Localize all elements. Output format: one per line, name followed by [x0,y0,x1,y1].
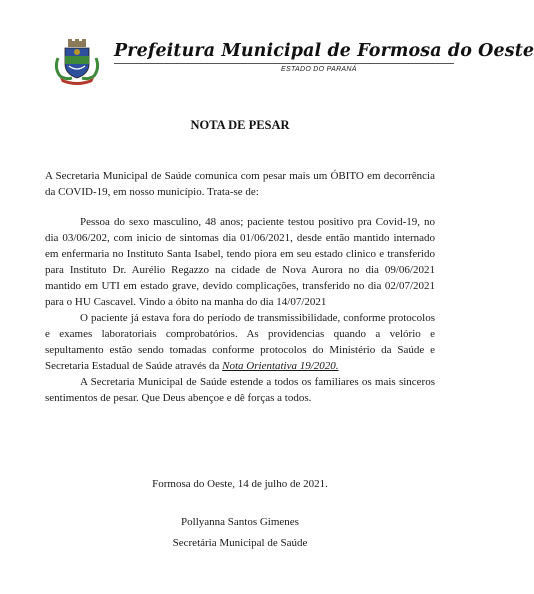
place-date: Formosa do Oeste, 14 de julho de 2021. [152,478,328,490]
header-rule [114,63,454,64]
letterhead [52,38,534,84]
signatory-name: Pollyanna Santos Gimenes [181,516,299,528]
document-title: NOTA DE PESAR [190,118,290,132]
reference-note: Nota Orientativa 19/2020. [222,360,339,372]
document-body [45,168,435,406]
signatory-role: Secretária Municipal de Saúde [172,537,308,549]
state-name: ESTADO DO PARANÁ [281,66,357,73]
condolence-paragraph: A Secretaria Municipal de Saúde estende a todos os familiares os mais sinceros sentimentos de pesar. Que Deus abençoe e dê forças a todos. [45,376,435,404]
coat-of-arms-icon [52,38,102,84]
patient-details-paragraph: Pessoa do sexo masculino, 48 anos; paciente testou positivo pra Covid-19, no dia 03/06/202, com inicio de sintomas dia 01/06/2021, desde então mantido internado em enfermaria no Instituto Santa Isabel, tendo piora em seu estado clinico e transferido para Instituto Dr. Aurélio Regazzo na cidade de Nova Aurora no dia 09/06/2021 mantido em UTI em estado grave, devido complicações, transferido no dia 02/07/2021 para o HU Cascavel. Vindo a óbito na manha do dia 14/07/2021 [45,216,435,308]
protocol-paragraph [45,310,435,374]
protocol-text: O paciente já estava fora do período de transmissibilidade, conforme protocolos e exames laboratoriais comprobatórios. As providencias quando a velório e sepultamento estão sendo tomadas conforme protocolos do Ministério da Saúde e Secretaria Estadual de Saúde através da [45,312,435,372]
intro-paragraph: A Secretaria Municipal de Saúde comunica com pesar mais um ÓBITO em decorrência da COVID-19, em nosso município. Trata-se de: [45,170,435,198]
institution-name: Prefeitura Municipal de Formosa do Oeste [114,41,534,61]
